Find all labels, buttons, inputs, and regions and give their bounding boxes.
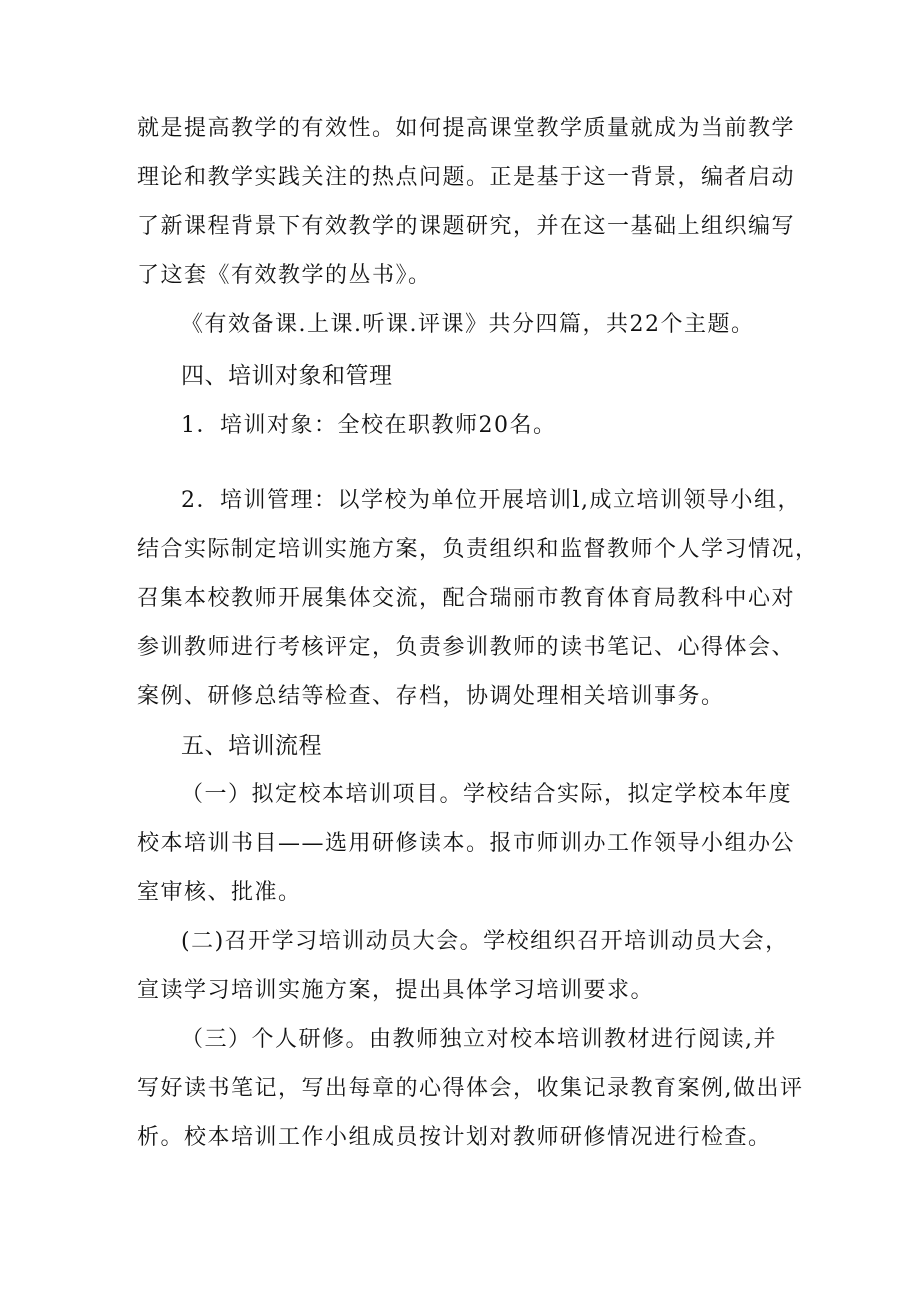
paragraph-books: 《有效备课.上课.听课.评课》共分四篇，共22个主题。	[181, 312, 755, 337]
text-line: 了新课程背景下有效教学的课题研究，并在这一基础上组织编写	[137, 214, 796, 239]
text-line: 宣读学习培训实施方案，提出具体学习培训要求。	[137, 978, 655, 1003]
text-line: 校本培训书目——选用研修读本。报市师训办工作领导小组办公	[137, 831, 796, 856]
text-line: 参训教师进行考核评定，负责参训教师的读书笔记、心得体会、	[137, 635, 796, 660]
text-line: 理论和教学实践关注的热点问题。正是基于这一背景，编者启动	[137, 165, 796, 190]
text-line: 结合实际制定培训实施方案，负责组织和监督教师个人学习情况，	[137, 537, 819, 562]
text-line: 了这套《有效教学的丛书》。	[137, 263, 432, 288]
text-line: (二)召开学习培训动员大会。学校组织召开培训动员大会，	[181, 929, 789, 954]
section-five-heading: 五、培训流程	[181, 733, 322, 759]
text-line: 就是提高教学的有效性。如何提高课堂教学质量就成为当前教学	[137, 116, 796, 141]
text-line: 写好读书笔记，写出每章的心得体会，收集记录教育案例,做出评	[137, 1076, 804, 1101]
text-line: 案例、研修总结等检查、存档，协调处理相关培训事务。	[137, 684, 725, 709]
text-line: 召集本校教师开展集体交流，配合瑞丽市教育体育局教科中心对	[137, 586, 796, 611]
section-four-heading: 四、培训对象和管理	[181, 363, 393, 389]
text-line: （一）拟定校本培训项目。学校结合实际，拟定学校本年度	[181, 782, 793, 807]
text-line: 室审核、批准。	[137, 880, 302, 905]
text-line: 2．培训管理：以学校为单位开展培训l,成立培训领导小组，	[181, 488, 802, 513]
text-line: （三）个人研修。由教师独立对校本培训教材进行阅读,并	[181, 1027, 777, 1052]
text-line: 析。校本培训工作小组成员按计划对教师研修情况进行检查。	[137, 1125, 772, 1150]
section-four-item-1: 1．培训对象：全校在职教师20名。	[181, 413, 557, 438]
